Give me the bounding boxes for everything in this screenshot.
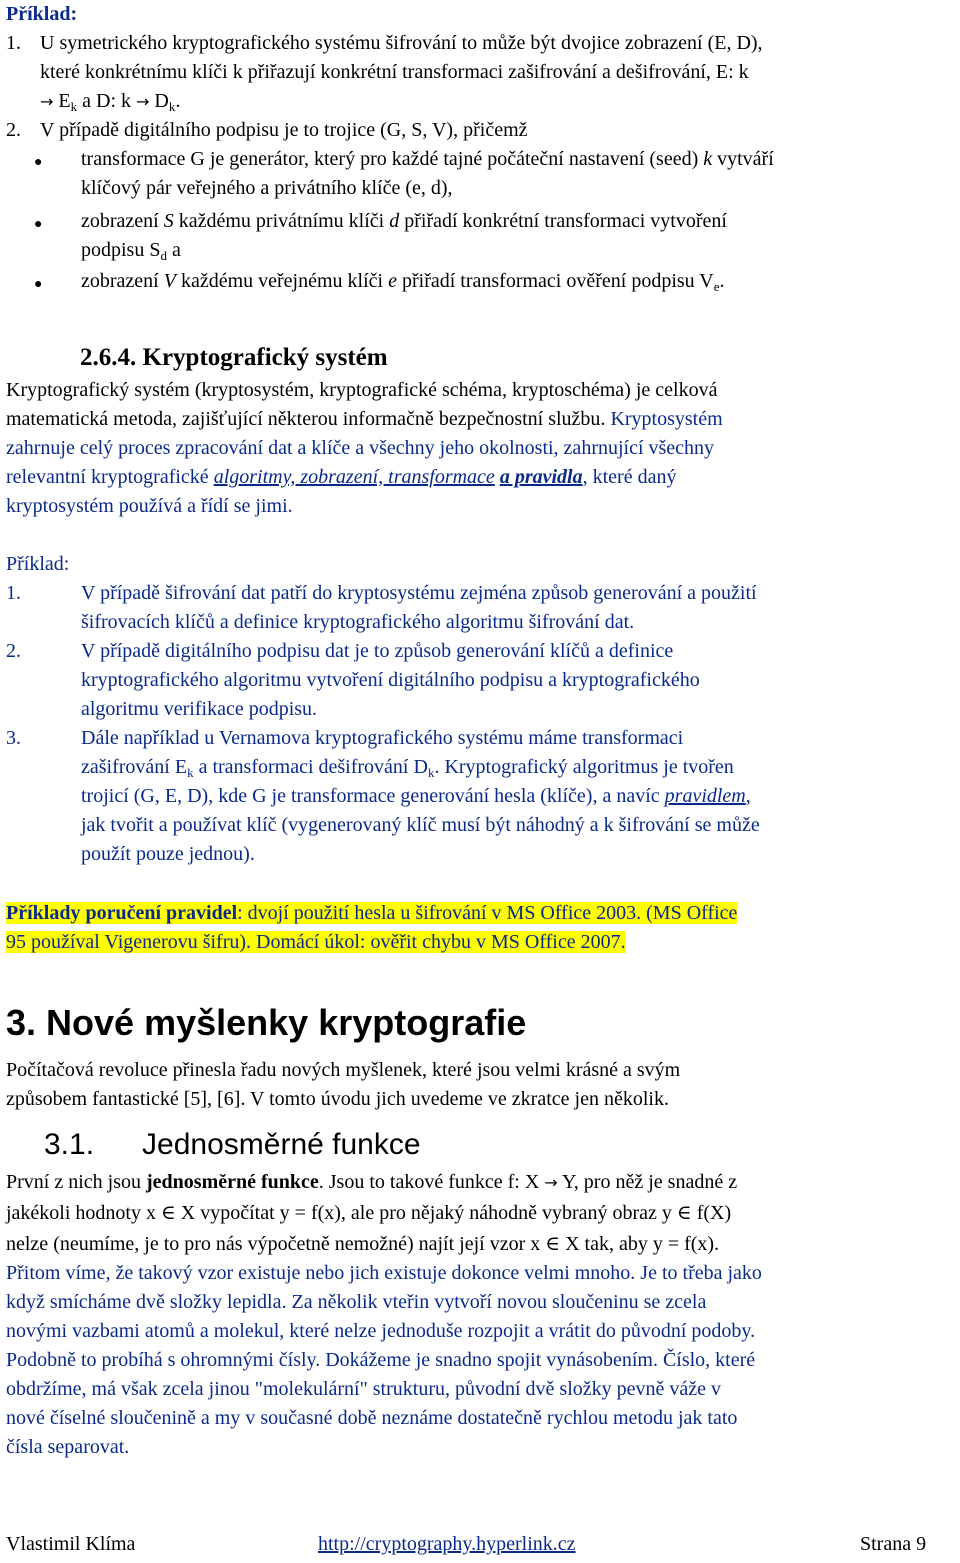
paragraph-line: když smícháme dvě složky lepidla. Za několik vteřin vytvoří novou sloučeninu se zcela <box>6 1291 707 1313</box>
list-number: 1. <box>6 582 21 604</box>
paragraph-line: obdržíme, má však zcela jinou "molekulární" strukturu, původní dvě složky pevně váže v <box>6 1378 722 1400</box>
paragraph-line: čísla separovat. <box>6 1436 130 1458</box>
paragraph-line: Přitom víme, že takový vzor existuje nebo jich existuje dokonce velmi mnoho. Je to třeba jako <box>6 1262 762 1284</box>
element-of-icon: ∈ <box>545 1233 561 1255</box>
list-number: 1. <box>6 32 21 54</box>
paragraph-line: První z nich jsou jednosměrné funkce. Jsou to takové funkce f: X → Y, pro něž je snadné z <box>6 1171 738 1193</box>
list-item-text: → $E_k$ a D: $k \to D_k$. <box>40 90 181 114</box>
bullet-text: zobrazení V každému veřejnému klíči e přiřadí transformaci ověření podpisu $V_e$. <box>81 270 725 294</box>
bullet-text: klíčový pár veřejného a privátního klíče (e, d), <box>81 177 453 199</box>
list-item-text: algoritmu verifikace podpisu. <box>81 698 318 720</box>
bullet-text: zobrazení S každému privátnímu klíči d přiřadí konkrétní transformaci vytvoření <box>81 210 727 232</box>
list-item-text: šifrovacích klíčů a definice kryptografického algoritmu šifrování dat. <box>81 611 635 633</box>
bullet-text: transformace G je generátor, který pro každé tajné počáteční nastavení (seed) k vytváří <box>81 148 774 170</box>
list-item-text: V případě digitálního podpisu dat je to způsob generování klíčů a definice <box>81 640 674 662</box>
bullet-icon: ● <box>34 155 43 170</box>
paragraph-line: relevantní kryptografické algoritmy, zobrazení, transformace a pravidla, které daný <box>6 466 677 488</box>
list-item-text: kryptografického algoritmu vytvoření digitálního podpisu a kryptografického <box>81 669 700 691</box>
example-label: Příklad: <box>6 553 70 575</box>
list-item-text: jak tvořit a používat klíč (vygenerovaný klíč musí být náhodný a k šifrování se může <box>81 814 760 836</box>
list-item-text: které konkrétnímu klíči k přiřazují konkrétní transformaci zašifrování a dešifrování, E: k <box>40 61 749 83</box>
footer-link[interactable]: http://cryptography.hyperlink.cz <box>318 1533 576 1555</box>
list-item-text: U symetrického kryptografického systému šifrování to může být dvojice zobrazení (E, D), <box>40 32 763 54</box>
list-item-text: Dále například u Vernamova kryptografického systému máme transformaci <box>81 727 684 749</box>
list-number: 2. <box>6 640 21 662</box>
paragraph-line: jakékoli hodnoty x ∈ X vypočítat y = f(x), ale pro nějaký náhodně vybraný obraz y ∈ f(X) <box>6 1202 732 1224</box>
arrow-icon: → <box>544 1173 558 1192</box>
list-number: 3. <box>6 727 21 749</box>
paragraph-line: matematická metoda, zajišťující některou informačně bezpečnostní službu. Kryptosystém <box>6 408 723 430</box>
list-item-text: trojicí (G, E, D), kde G je transformace generování hesla (klíče), a navíc pravidlem, <box>81 785 751 807</box>
paragraph-line: zahrnuje celý proces zpracování dat a klíče a všechny jeho okolnosti, zahrnující všechny <box>6 437 715 459</box>
arrow-icon: → <box>40 92 54 111</box>
paragraph-line: nelze (neumíme, je to pro nás výpočetně nemožné) najít její vzor x ∈ X tak, aby y = f(x). <box>6 1233 720 1255</box>
bullet-icon: ● <box>34 217 43 232</box>
section-heading: 3.1. Jednosměrné funkce <box>44 1128 421 1161</box>
footer-author: Vlastimil Klíma <box>6 1533 136 1555</box>
paragraph-line: Kryptografický systém (kryptosystém, kryptografické schéma, kryptoschéma) je celková <box>6 379 718 401</box>
list-number: 2. <box>6 119 21 141</box>
section-heading: 2.6.4. Kryptografický systém <box>80 344 388 371</box>
paragraph-line: Podobně to probíhá s ohromnými čísly. Dokážeme je snadno spojit vynásobením. Číslo, které <box>6 1349 756 1371</box>
paragraph-line: kryptosystém používá a řídí se jimi. <box>6 495 293 517</box>
element-of-icon: ∈ <box>676 1202 692 1224</box>
paragraph-line: novými vazbami atomů a molekul, které nelze jednoduše rozpojit a vrátit do původní podoby. <box>6 1320 756 1342</box>
paragraph-line: Počítačová revoluce přinesla řadu nových myšlenek, které jsou velmi krásné a svým <box>6 1059 681 1081</box>
bullet-text: podpisu $S_d$ a <box>81 239 181 263</box>
footer-page-number: Strana 9 <box>860 1533 927 1555</box>
highlight-note: 95 používal Vigenerovu šifru). Domácí úkol: ověřit chybu v MS Office 2007. <box>6 931 626 953</box>
chapter-heading: 3. Nové myšlenky kryptografie <box>6 1002 527 1043</box>
highlight-note: Příklady poručení pravidel: dvojí použití hesla u šifrování v MS Office 2003. (MS Office <box>6 902 738 924</box>
bullet-icon: ● <box>34 277 43 292</box>
paragraph-line: způsobem fantastické [5], [6]. V tomto úvodu jich uvedeme ve zkratce jen několik. <box>6 1088 669 1110</box>
paragraph-line: nové číselné sloučenině a my v současné době neznáme dostatečně rychlou metodu jak tato <box>6 1407 738 1429</box>
element-of-icon: ∈ <box>160 1202 176 1224</box>
arrow-icon: → <box>136 92 150 111</box>
list-item-text: použít pouze jednou). <box>81 843 255 865</box>
example-label: Příklad: <box>6 3 78 25</box>
list-item-text: V případě digitálního podpisu je to trojice (G, S, V), přičemž <box>40 119 528 141</box>
list-item-text: V případě šifrování dat patří do kryptosystému zejména způsob generování a použití <box>81 582 757 604</box>
list-item-text: zašifrování $E_k$ a transformaci dešifrování $D_k$. Kryptografický algoritmus je tvořen <box>81 756 734 780</box>
